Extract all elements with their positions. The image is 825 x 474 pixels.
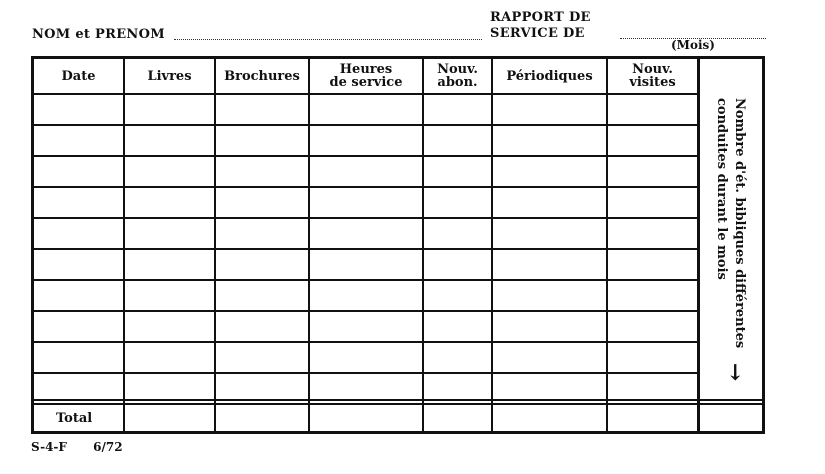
total-label: Total xyxy=(56,411,93,426)
name-label: NOM et PRENOM xyxy=(32,27,165,42)
col-header-livres: Livres xyxy=(147,68,192,84)
table-row[interactable] xyxy=(34,250,696,279)
bible-studies-note: Nombre d'ét. bibliques différentes conduites durant le mois xyxy=(714,98,747,349)
form-edition: 6/72 xyxy=(93,440,123,454)
table-row[interactable] xyxy=(34,219,696,248)
table-row[interactable] xyxy=(34,126,696,155)
col-header-heures: Heures de service xyxy=(329,62,403,90)
report-title-line1: RAPPORT DE xyxy=(490,10,591,25)
col-header-abonnements: Nouv. abon. xyxy=(437,62,478,90)
table-row[interactable] xyxy=(34,374,696,399)
name-field[interactable] xyxy=(174,39,482,40)
table-row[interactable] xyxy=(34,157,696,186)
down-arrow-icon: ↓ xyxy=(726,360,745,386)
table-row[interactable] xyxy=(34,281,696,310)
column-divider xyxy=(697,56,700,434)
table-row[interactable] xyxy=(34,343,696,372)
month-hint: (Mois) xyxy=(671,38,715,52)
report-title-line2: SERVICE DE xyxy=(490,26,585,41)
col-header-periodiques: Périodiques xyxy=(506,68,593,84)
table-row[interactable] xyxy=(34,312,696,341)
form-code: S-4-F xyxy=(31,440,67,454)
col-header-visites: Nouv. visites xyxy=(629,62,676,90)
col-header-brochures: Brochures xyxy=(224,68,300,84)
table-row[interactable] xyxy=(34,188,696,217)
form-footer xyxy=(31,440,145,454)
col-header-date: Date xyxy=(61,68,96,84)
total-divider-top xyxy=(31,399,765,401)
total-row[interactable] xyxy=(34,405,696,432)
table-row[interactable] xyxy=(34,95,696,124)
